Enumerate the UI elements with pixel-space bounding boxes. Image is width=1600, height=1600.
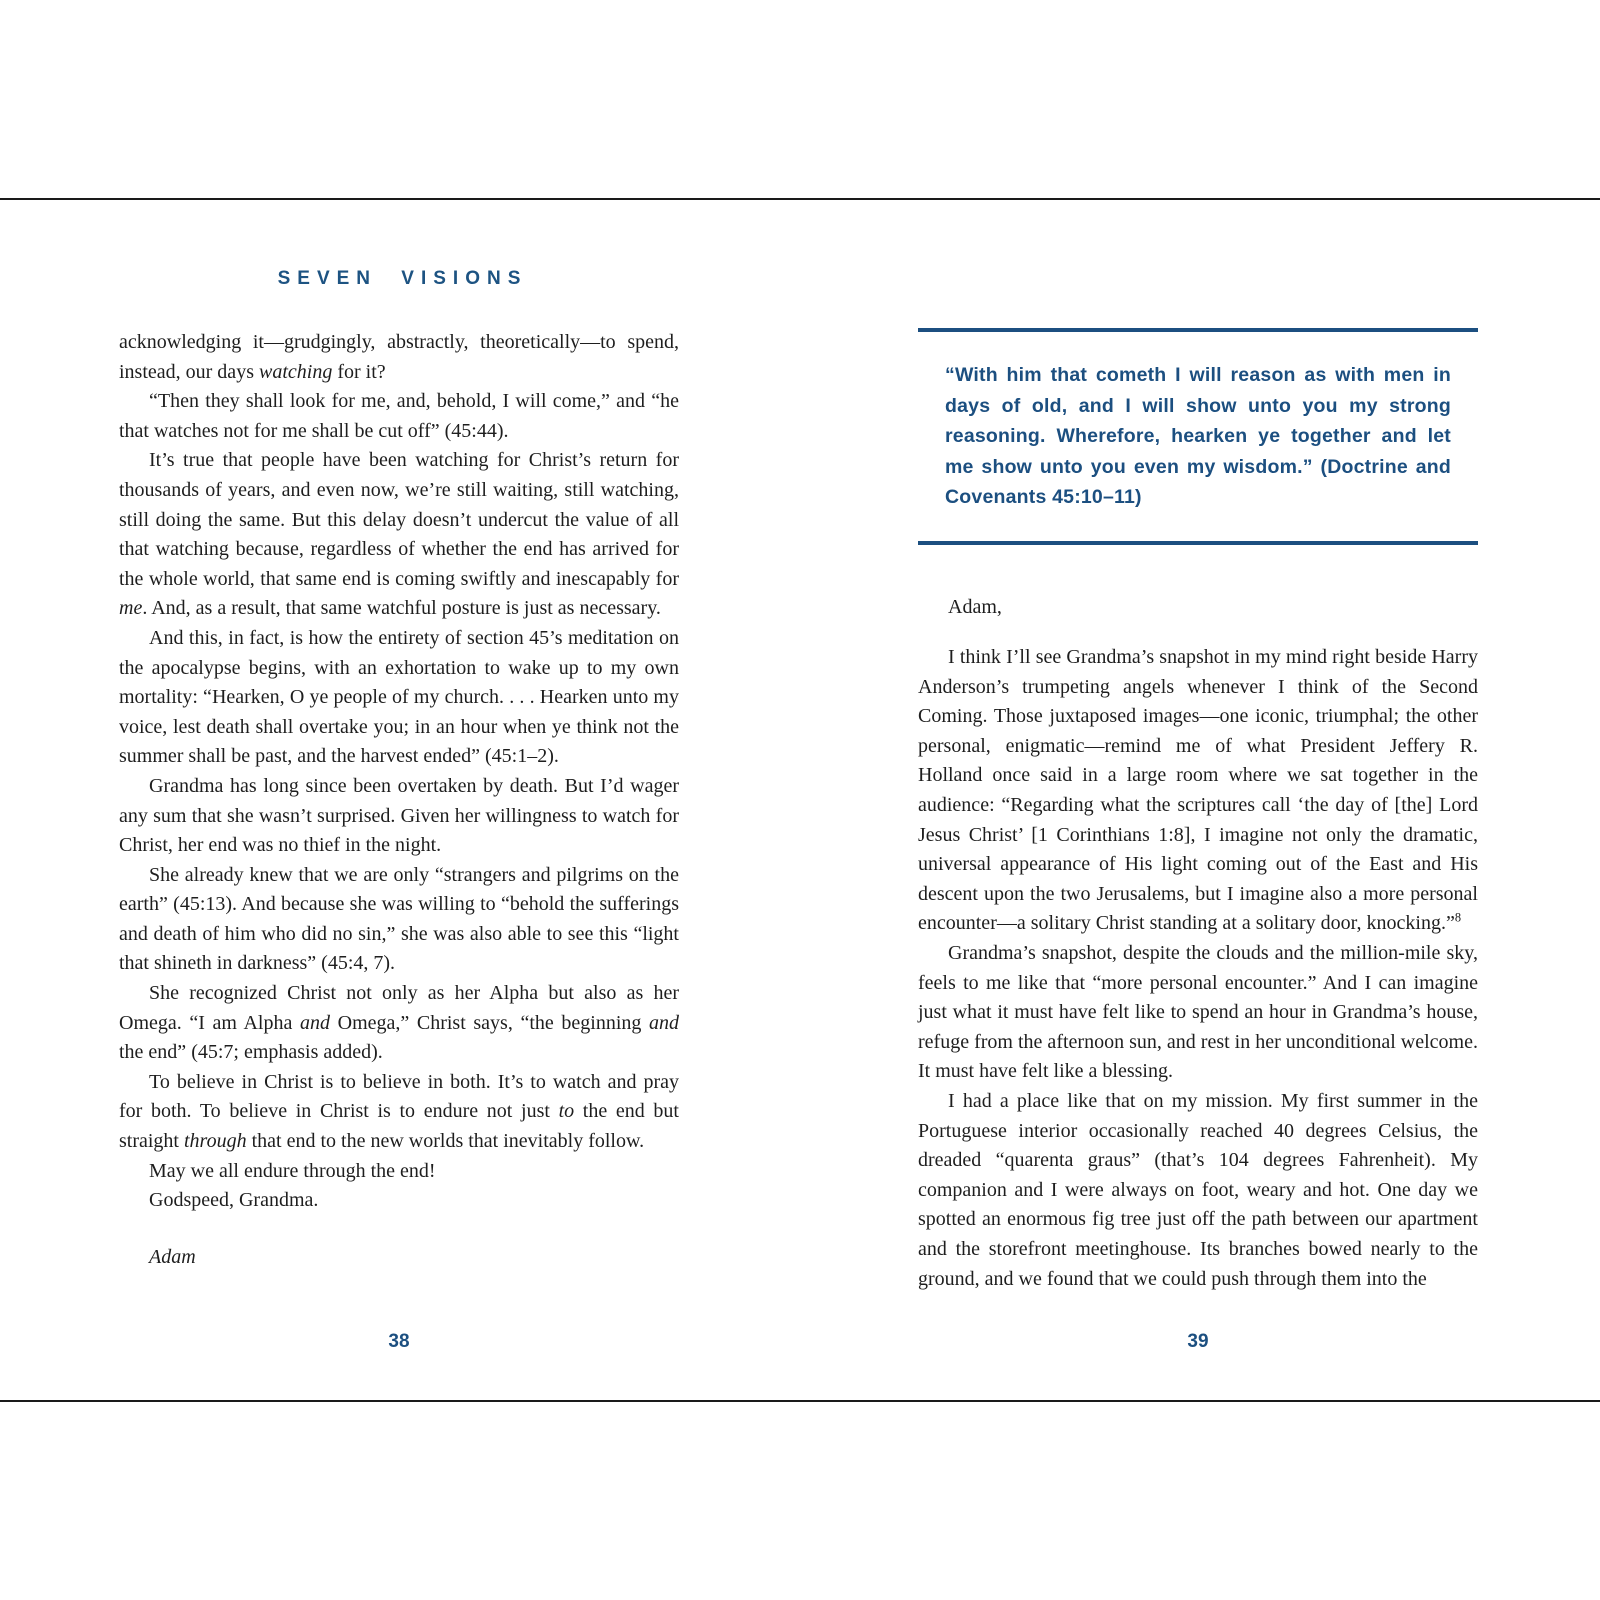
paragraph (119, 624, 679, 772)
text-segment: and (300, 1011, 330, 1034)
right-page-body (918, 593, 1478, 1295)
text-segment: She already knew that we are only “strangers and pilgrims on the earth” (45:13). And because she was willing to “behold the sufferings and death of him who did no sin,” she was also able to see this “light that shineth in darkness” (45:4, 7). (119, 863, 679, 975)
paragraph (119, 861, 679, 979)
spread-top-trim-line (0, 198, 1600, 200)
text-segment: I think I’ll see Grandma’s snapshot in my mind right beside Harry Anderson’s trumpeting angels whenever I think of the Second Coming. Those juxtaposed images—one iconic, triumphal; the other personal, enigmatic—remind me of what President Jeffery R. Holland once said in a large room where we sat together in the audience: “Regarding what the scriptures call ‘the day of [the] Lord Jesus Christ’ [1 Corinthians 1:8], I imagine not only the dramatic, universal appearance of His light coming out of the East and His descent upon the two Jerusalems, but I imagine also a more personal encounter—a solitary Christ standing at a solitary door, knocking.” (918, 646, 1478, 935)
paragraph (119, 446, 679, 624)
paragraph (119, 387, 679, 446)
text-segment: for it? (332, 360, 386, 383)
scripture-quote-block (918, 328, 1478, 545)
running-header: SEVEN VISIONS (277, 268, 528, 289)
text-segment: . And, as a result, that same watchful posture is just as necessary. (142, 597, 661, 620)
text-segment: and (649, 1011, 680, 1034)
page-left (119, 268, 679, 1272)
text-segment: Godspeed, Grandma. (149, 1189, 319, 1212)
text-segment: To believe in Christ is to believe in both. It’s to watch and pray for both. To believe in Christ is to endure not just (119, 1070, 679, 1123)
text-segment: Grandma has long since been overtaken by death. But I’d wager any sum that she wasn’t surprised. Given her willingness to watch for Christ, her end was no thief in the night. (119, 774, 679, 857)
left-page-body (119, 328, 679, 1272)
text-segment: May we all endure through the end! (149, 1159, 436, 1182)
text-segment: Adam (149, 1245, 196, 1268)
text-segment: She recognized Christ not only as her Alpha but also as her Omega. “I am Alpha (119, 982, 679, 1034)
paragraph (119, 1186, 679, 1216)
page-number-left: 38 (388, 1331, 410, 1352)
text-segment: me (119, 597, 143, 620)
paragraph (918, 593, 1478, 623)
text-segment: It’s true that people have been watching for Christ’s return for thousands of years, and even now, we’re still waiting, still watching, still doing the same. But this delay doesn’t undercut the value of all that watching because, regardless of whether the end has arrived for the whole world, that same end is coming swiftly and inescapably for (119, 449, 679, 590)
paragraph (119, 1068, 679, 1157)
spread-bottom-trim-line (0, 1400, 1600, 1402)
text-segment: acknowledging it—grudgingly, abstractly, theoretically—to spend, instead, our days (119, 331, 679, 383)
text-segment: Omega,” Christ says, “the beginning (330, 1011, 650, 1034)
paragraph (119, 772, 679, 861)
text-segment: watching (258, 360, 333, 383)
text-segment: And this, in fact, is how the entirety of section 45’s meditation on the apocalypse begins, with an exhortation to wake up to my own mortality: “Hearken, O ye people of my church. . . . Hearken unto my voice, lest death shall overtake you; in an hour when ye think not the summer shall be past, and the harvest ended” (45:1–2). (119, 626, 679, 768)
paragraph (918, 939, 1478, 1087)
paragraph (119, 979, 679, 1068)
footnote-marker: 8 (1454, 910, 1462, 925)
text-segment: Adam, (948, 595, 1002, 618)
page-right (918, 328, 1478, 1294)
paragraph (119, 328, 679, 387)
page-number-right: 39 (1187, 1331, 1209, 1352)
text-segment: the end” (45:7; emphasis added). (119, 1041, 383, 1064)
text-segment: “Then they shall look for me, and, behold, I will come,” and “he that watches not for me shall be cut off” (45:44). (119, 390, 679, 442)
paragraph (119, 1243, 679, 1273)
paragraph (918, 643, 1478, 939)
text-segment: Grandma’s snapshot, despite the clouds and the million-mile sky, feels to me like that “more personal encounter.” And I can imagine just what it must have felt like to spend an hour in Grandma’s house, refuge from the afternoon sun, and rest in her unconditional welcome. It must have felt like a blessing. (918, 942, 1478, 1083)
text-segment: the end but straight (119, 1100, 679, 1153)
paragraph (918, 1087, 1478, 1294)
paragraph (119, 1157, 679, 1187)
scripture-quote-text: “With him that cometh I will reason as with men in days of old, and I will show unto you my strong reasoning. Wherefore, hearken ye together and let me show unto you even my wisdom.” (Doctrine and Covenants 45:10–11) (945, 364, 1451, 508)
text-segment: through (184, 1130, 247, 1153)
text-segment: I had a place like that on my mission. My first summer in the Portuguese interior occasionally reached 40 degrees Celsius, the dreaded “quarenta graus” (that’s 104 degrees Fahrenheit). My companion and I were always on foot, weary and hot. One day we spotted an enormous fig tree just off the path between our apartment and the storefront meetinghouse. Its branches bowed nearly to the ground, and we found that we could push through them into the (918, 1090, 1478, 1290)
text-segment: that end to the new worlds that inevitably follow. (246, 1130, 645, 1153)
text-segment: to (558, 1100, 575, 1123)
